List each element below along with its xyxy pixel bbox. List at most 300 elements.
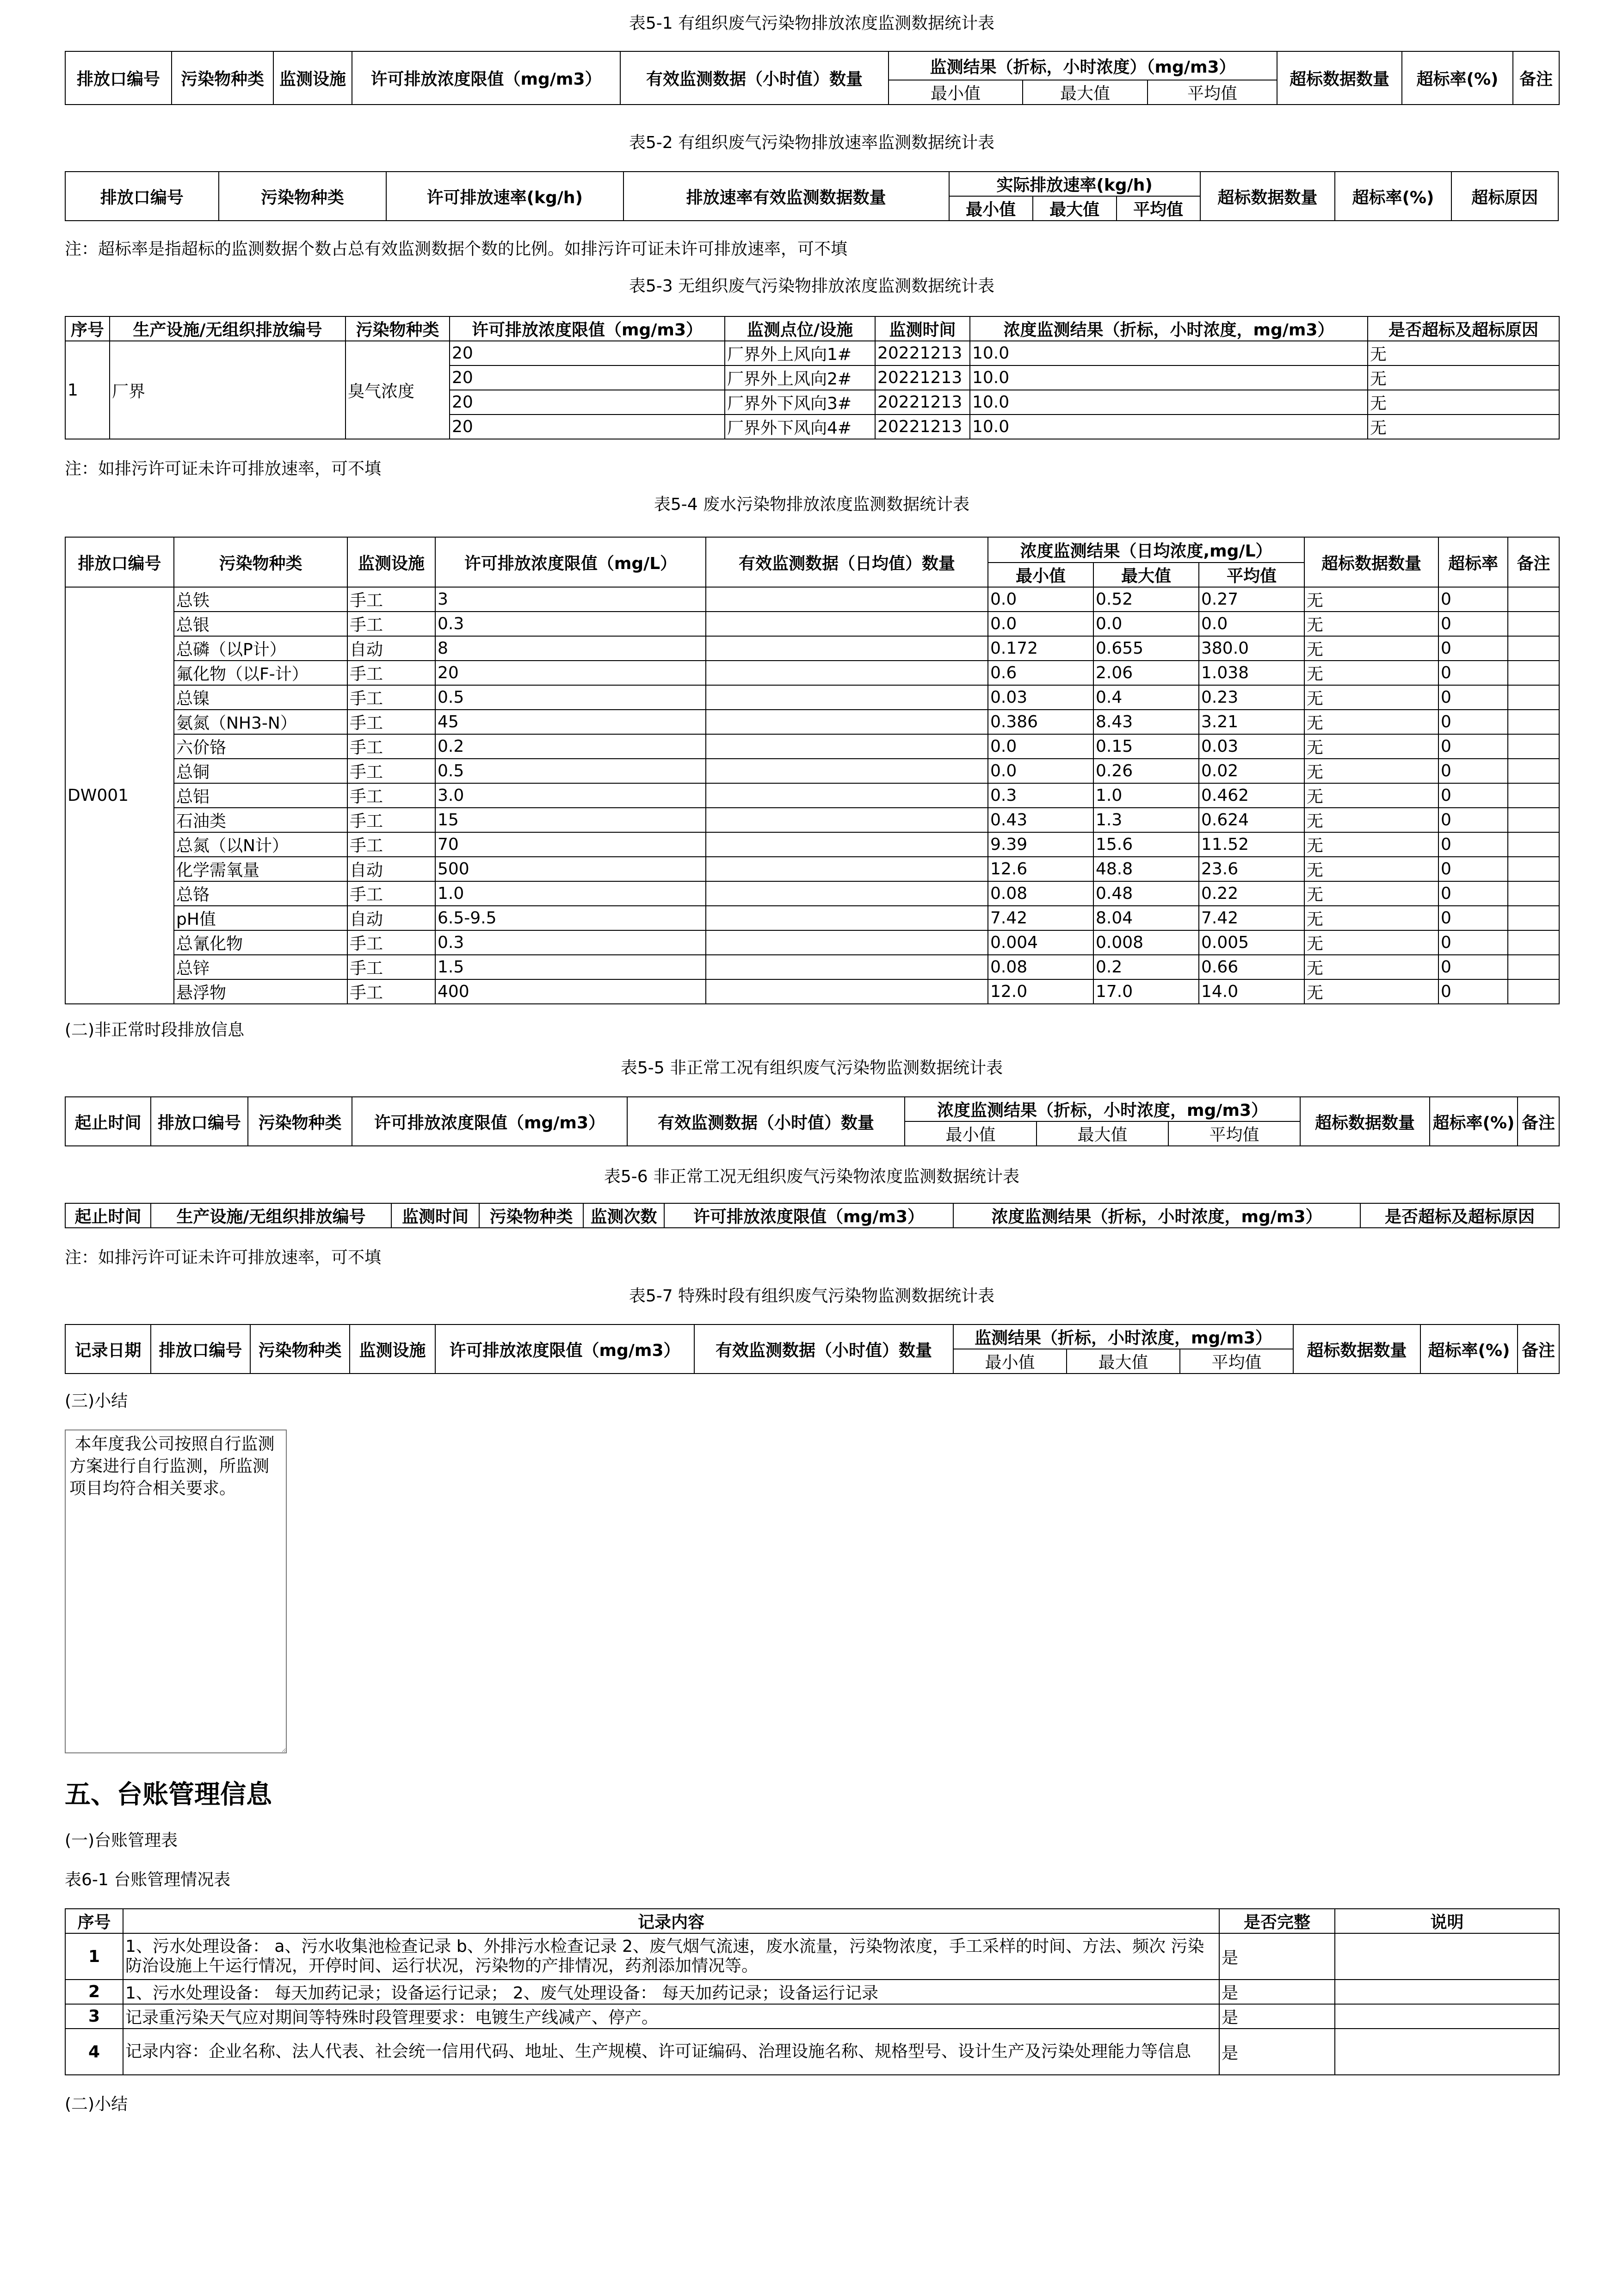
- remark-cell: [1335, 1933, 1559, 1980]
- exceed-rate-cell: 0: [1438, 636, 1508, 661]
- col-header: 许可排放浓度限值（mg/m3）: [450, 316, 725, 341]
- table-row: [65, 857, 1559, 881]
- table-5-2: [65, 171, 1559, 221]
- exceed-rate-cell: 0: [1438, 710, 1508, 734]
- col-header: 超标数据数量: [1300, 1097, 1430, 1146]
- method-cell: 手工: [347, 881, 435, 906]
- exceed-rate-cell: 0: [1438, 783, 1508, 808]
- exceed-rate-cell: 0: [1438, 955, 1508, 979]
- method-cell: 手工: [347, 808, 435, 832]
- pollutant-cell: 六价铬: [174, 734, 347, 759]
- min-cell: 0.43: [988, 808, 1093, 832]
- method-cell: 手工: [347, 734, 435, 759]
- result-cell: 10.0: [970, 390, 1368, 415]
- min-cell: 0.172: [988, 636, 1093, 661]
- col-header: 许可排放浓度限值（mg/m3）: [352, 51, 620, 105]
- table-row: [65, 2029, 1559, 2075]
- table-5-2-note: 注：超标率是指超标的监测数据个数占总有效监测数据个数的比例。如排污许可证未许可排放速率，可不填: [65, 240, 848, 259]
- table-row: [65, 734, 1559, 759]
- col-header: 备注: [1513, 51, 1559, 105]
- exceed-rate-cell: 0: [1438, 734, 1508, 759]
- limit-cell: 0.2: [435, 734, 706, 759]
- col-header: 许可排放浓度限值（mg/L）: [435, 537, 706, 587]
- col-header: 备注: [1518, 1324, 1559, 1374]
- col-header: 超标数据数量: [1277, 51, 1402, 105]
- complete-cell: 是: [1219, 1980, 1335, 2004]
- sub-header: 最小值: [953, 1349, 1067, 1374]
- min-cell: 9.39: [988, 832, 1093, 857]
- remark-cell: [1508, 979, 1559, 1004]
- count-cell: [706, 759, 988, 783]
- table-5-6-note: 注：如排污许可证未许可排放速率，可不填: [65, 1248, 382, 1267]
- sub-header: 最大值: [1033, 196, 1117, 221]
- exceed-count-cell: 无: [1304, 685, 1438, 710]
- point-cell: 厂界外下风向4#: [725, 415, 875, 439]
- sub-header: 最大值: [1067, 1349, 1180, 1374]
- remark-cell: [1508, 587, 1559, 612]
- method-cell: 自动: [347, 906, 435, 930]
- exceed-rate-cell: 0: [1438, 906, 1508, 930]
- col-header: 浓度监测结果（日均浓度,mg/L）: [988, 537, 1304, 563]
- max-cell: 1.3: [1093, 808, 1199, 832]
- col-header: 监测时间: [875, 316, 970, 341]
- col-header: 排放口编号: [65, 537, 174, 587]
- min-cell: 0.6: [988, 661, 1093, 685]
- remark-cell: [1335, 2004, 1559, 2029]
- point-cell: 厂界外上风向2#: [725, 365, 875, 390]
- exceed-count-cell: 无: [1304, 783, 1438, 808]
- col-header: 浓度监测结果（折标，小时浓度，mg/m3）: [905, 1097, 1300, 1121]
- exceed-count-cell: 无: [1304, 808, 1438, 832]
- table-5-4-caption: 表5-4 废水污染物排放浓度监测数据统计表: [654, 495, 970, 514]
- exceed-cell: 无: [1368, 341, 1559, 365]
- exceed-rate-cell: 0: [1438, 808, 1508, 832]
- method-cell: 自动: [347, 857, 435, 881]
- table-5-3-caption: 表5-3 无组织废气污染物排放浓度监测数据统计表: [629, 277, 995, 296]
- limit-cell: 8: [435, 636, 706, 661]
- min-cell: 0.0: [988, 734, 1093, 759]
- avg-cell: 0.005: [1199, 930, 1304, 955]
- facility-cell: 厂界: [110, 341, 346, 439]
- min-cell: 12.6: [988, 857, 1093, 881]
- table-row: [65, 636, 1559, 661]
- col-header: 污染物种类: [248, 1097, 352, 1146]
- method-cell: 自动: [347, 636, 435, 661]
- method-cell: 手工: [347, 955, 435, 979]
- col-header: 有效监测数据（小时值）数量: [620, 51, 889, 105]
- sub-header: 最小值: [905, 1121, 1037, 1146]
- limit-cell: 20: [450, 341, 725, 365]
- remark-cell: [1508, 710, 1559, 734]
- col-header: 起止时间: [65, 1097, 151, 1146]
- pollutant-cell: 总银: [174, 612, 347, 636]
- min-cell: 12.0: [988, 979, 1093, 1004]
- table-row: [65, 881, 1559, 906]
- col-header: 超标原因: [1451, 172, 1558, 221]
- table-row: [65, 685, 1559, 710]
- content-cell: 记录内容：企业名称、法人代表、社会统一信用代码、地址、生产规模、许可证编码、治理设施名称、规格型号、设计生产及污染处理能力等信息: [123, 2029, 1219, 2075]
- col-header: 排放口编号: [151, 1097, 248, 1146]
- pollutant-cell: 臭气浓度: [346, 341, 450, 439]
- table-5-5: [65, 1096, 1560, 1146]
- exceed-count-cell: 无: [1304, 930, 1438, 955]
- count-cell: [706, 661, 988, 685]
- seq-cell: 3: [65, 2004, 123, 2029]
- exceed-cell: 无: [1368, 365, 1559, 390]
- count-cell: [706, 955, 988, 979]
- limit-cell: 3: [435, 587, 706, 612]
- exceed-count-cell: 无: [1304, 636, 1438, 661]
- col-header: 许可排放速率(kg/h): [386, 172, 623, 221]
- min-cell: 0.0: [988, 587, 1093, 612]
- sub-header: 平均值: [1148, 80, 1277, 105]
- method-cell: 手工: [347, 587, 435, 612]
- table-row: [65, 587, 1559, 612]
- complete-cell: 是: [1219, 1933, 1335, 1980]
- remark-cell: [1335, 2029, 1559, 2075]
- exceed-rate-cell: 0: [1438, 759, 1508, 783]
- count-cell: [706, 906, 988, 930]
- method-cell: 手工: [347, 979, 435, 1004]
- table-row: [65, 783, 1559, 808]
- avg-cell: 0.02: [1199, 759, 1304, 783]
- table-row: [65, 1980, 1559, 2004]
- remark-cell: [1508, 930, 1559, 955]
- col-header: 超标数据数量: [1293, 1324, 1420, 1374]
- pollutant-cell: 总锌: [174, 955, 347, 979]
- table-row: [65, 759, 1559, 783]
- time-cell: 20221213: [875, 341, 970, 365]
- count-cell: [706, 587, 988, 612]
- exceed-cell: 无: [1368, 415, 1559, 439]
- min-cell: 0.386: [988, 710, 1093, 734]
- exceed-count-cell: 无: [1304, 587, 1438, 612]
- col-header: 监测设施: [273, 51, 352, 105]
- col-header: 备注: [1518, 1097, 1559, 1146]
- exceed-count-cell: 无: [1304, 955, 1438, 979]
- remark-cell: [1508, 612, 1559, 636]
- table-6-1: [65, 1908, 1560, 2075]
- col-header: 是否完整: [1219, 1909, 1335, 1933]
- max-cell: 48.8: [1093, 857, 1199, 881]
- limit-cell: 6.5-9.5: [435, 906, 706, 930]
- col-header: 超标率: [1438, 537, 1508, 587]
- col-header: 排放速率有效监测数据数量: [623, 172, 949, 221]
- result-cell: 10.0: [970, 365, 1368, 390]
- max-cell: 8.04: [1093, 906, 1199, 930]
- table-5-6-caption: 表5-6 非正常工况无组织废气污染物浓度监测数据统计表: [604, 1167, 1020, 1186]
- pollutant-cell: 总铝: [174, 783, 347, 808]
- col-header: 超标率(%): [1335, 172, 1451, 221]
- avg-cell: 7.42: [1199, 906, 1304, 930]
- pollutant-cell: 氨氮（NH3-N）: [174, 710, 347, 734]
- table-row: [65, 808, 1559, 832]
- exceed-count-cell: 无: [1304, 612, 1438, 636]
- outlet-cell: DW001: [65, 587, 174, 1004]
- pollutant-cell: 总氮（以N计）: [174, 832, 347, 857]
- count-cell: [706, 881, 988, 906]
- limit-cell: 0.5: [435, 759, 706, 783]
- exceed-rate-cell: 0: [1438, 685, 1508, 710]
- exceed-count-cell: 无: [1304, 881, 1438, 906]
- col-header: 污染物种类: [174, 537, 347, 587]
- pollutant-cell: 总铬: [174, 881, 347, 906]
- ledger-table-subtitle: (一)台账管理表: [65, 1831, 178, 1850]
- col-header: 许可排放浓度限值（mg/m3）: [435, 1324, 694, 1374]
- max-cell: 0.52: [1093, 587, 1199, 612]
- limit-cell: 400: [435, 979, 706, 1004]
- col-header: 说明: [1335, 1909, 1559, 1933]
- avg-cell: 0.0: [1199, 612, 1304, 636]
- table-row: [65, 906, 1559, 930]
- avg-cell: 0.22: [1199, 881, 1304, 906]
- content-cell: 记录重污染天气应对期间等特殊时段管理要求：电镀生产线减产、停产。: [123, 2004, 1219, 2029]
- avg-cell: 1.038: [1199, 661, 1304, 685]
- table-row: [65, 955, 1559, 979]
- table-5-5-caption: 表5-5 非正常工况有组织废气污染物监测数据统计表: [620, 1058, 1003, 1077]
- max-cell: 1.0: [1093, 783, 1199, 808]
- max-cell: 0.48: [1093, 881, 1199, 906]
- exceed-count-cell: 无: [1304, 661, 1438, 685]
- avg-cell: 0.462: [1199, 783, 1304, 808]
- col-header: 超标数据数量: [1200, 172, 1335, 221]
- exceed-count-cell: 无: [1304, 857, 1438, 881]
- chapter-5-heading: 五、台账管理信息: [65, 1780, 272, 1810]
- exceed-count-cell: 无: [1304, 734, 1438, 759]
- time-cell: 20221213: [875, 365, 970, 390]
- limit-cell: 15: [435, 808, 706, 832]
- table-5-3: [65, 316, 1560, 439]
- sub-header: 平均值: [1117, 196, 1200, 221]
- max-cell: 0.008: [1093, 930, 1199, 955]
- method-cell: 手工: [347, 930, 435, 955]
- remark-cell: [1508, 955, 1559, 979]
- table-row: [65, 930, 1559, 955]
- exceed-rate-cell: 0: [1438, 857, 1508, 881]
- col-header: 污染物种类: [250, 1324, 350, 1374]
- count-cell: [706, 783, 988, 808]
- exceed-count-cell: 无: [1304, 979, 1438, 1004]
- remark-cell: [1508, 636, 1559, 661]
- col-header: 序号: [65, 316, 110, 341]
- remark-cell: [1508, 661, 1559, 685]
- count-cell: [706, 857, 988, 881]
- limit-cell: 1.5: [435, 955, 706, 979]
- pollutant-cell: 化学需氧量: [174, 857, 347, 881]
- exceed-rate-cell: 0: [1438, 612, 1508, 636]
- max-cell: 0.2: [1093, 955, 1199, 979]
- table-row: [65, 661, 1559, 685]
- min-cell: 0.3: [988, 783, 1093, 808]
- exceed-rate-cell: 0: [1438, 832, 1508, 857]
- col-header: 污染物种类: [346, 316, 450, 341]
- limit-cell: 500: [435, 857, 706, 881]
- max-cell: 0.15: [1093, 734, 1199, 759]
- count-cell: [706, 832, 988, 857]
- col-header: 备注: [1508, 537, 1559, 587]
- pollutant-cell: pH值: [174, 906, 347, 930]
- section-abnormal-title: (二)非正常时段排放信息: [65, 1021, 245, 1040]
- sub-header: 最小值: [988, 563, 1093, 587]
- col-header: 污染物种类: [219, 172, 386, 221]
- min-cell: 0.0: [988, 759, 1093, 783]
- col-header: 有效监测数据（小时值）数量: [694, 1324, 953, 1374]
- pollutant-cell: 悬浮物: [174, 979, 347, 1004]
- col-header: 监测次数: [583, 1203, 664, 1228]
- sub-header: 平均值: [1180, 1349, 1293, 1374]
- col-header: 排放口编号: [151, 1324, 250, 1374]
- limit-cell: 20: [450, 415, 725, 439]
- remark-cell: [1508, 783, 1559, 808]
- method-cell: 手工: [347, 783, 435, 808]
- avg-cell: 23.6: [1199, 857, 1304, 881]
- limit-cell: 70: [435, 832, 706, 857]
- remark-cell: [1508, 906, 1559, 930]
- col-header: 监测时间: [391, 1203, 479, 1228]
- complete-cell: 是: [1219, 2029, 1335, 2075]
- table-5-7: [65, 1324, 1560, 1374]
- exceed-rate-cell: 0: [1438, 979, 1508, 1004]
- seq-cell: 2: [65, 1980, 123, 2004]
- avg-cell: 0.624: [1199, 808, 1304, 832]
- point-cell: 厂界外下风向3#: [725, 390, 875, 415]
- pollutant-cell: 石油类: [174, 808, 347, 832]
- table-row: [65, 341, 1559, 365]
- pollutant-cell: 总磷（以P计）: [174, 636, 347, 661]
- exceed-rate-cell: 0: [1438, 930, 1508, 955]
- limit-cell: 3.0: [435, 783, 706, 808]
- content-cell: 1、污水处理设备： 每天加药记录；设备运行记录； 2、废气处理设备： 每天加药记录；设备运行记录: [123, 1980, 1219, 2004]
- max-cell: 8.43: [1093, 710, 1199, 734]
- col-header: 监测结果（折标，小时浓度，mg/m3）: [953, 1324, 1293, 1349]
- avg-cell: 0.23: [1199, 685, 1304, 710]
- col-header: 有效监测数据（日均值）数量: [706, 537, 988, 587]
- max-cell: 17.0: [1093, 979, 1199, 1004]
- table-row: [65, 2004, 1559, 2029]
- method-cell: 手工: [347, 710, 435, 734]
- min-cell: 0.08: [988, 955, 1093, 979]
- min-cell: 7.42: [988, 906, 1093, 930]
- remark-cell: [1508, 734, 1559, 759]
- remark-cell: [1508, 759, 1559, 783]
- time-cell: 20221213: [875, 415, 970, 439]
- limit-cell: 0.3: [435, 612, 706, 636]
- count-cell: [706, 930, 988, 955]
- seq-cell: 1: [65, 1933, 123, 1980]
- remark-cell: [1508, 857, 1559, 881]
- table-row: [65, 979, 1559, 1004]
- col-header: 实际排放速率(kg/h): [949, 172, 1200, 196]
- section-summary-title: (三)小结: [65, 1392, 128, 1411]
- sub-header: 最大值: [1023, 80, 1148, 105]
- remark-cell: [1508, 881, 1559, 906]
- table-row: [65, 710, 1559, 734]
- method-cell: 手工: [347, 685, 435, 710]
- col-header: 许可排放浓度限值（mg/m3）: [352, 1097, 627, 1146]
- avg-cell: 3.21: [1199, 710, 1304, 734]
- exceed-rate-cell: 0: [1438, 881, 1508, 906]
- table-row: [65, 832, 1559, 857]
- exceed-count-cell: 无: [1304, 759, 1438, 783]
- col-header: 监测设施: [347, 537, 435, 587]
- sub-header: 平均值: [1199, 563, 1304, 587]
- method-cell: 手工: [347, 612, 435, 636]
- table-5-3-note: 注：如排污许可证未许可排放速率，可不填: [65, 459, 382, 478]
- col-header: 有效监测数据（小时值）数量: [627, 1097, 905, 1146]
- count-cell: [706, 808, 988, 832]
- limit-cell: 20: [435, 661, 706, 685]
- table-6-1-caption: 表6-1 台账管理情况表: [65, 1870, 231, 1889]
- col-header: 浓度监测结果（折标，小时浓度，mg/m3）: [953, 1203, 1360, 1228]
- result-cell: 10.0: [970, 415, 1368, 439]
- col-header: 排放口编号: [65, 51, 172, 105]
- table-5-7-caption: 表5-7 特殊时段有组织废气污染物监测数据统计表: [629, 1287, 995, 1306]
- col-header: 序号: [65, 1909, 123, 1933]
- limit-cell: 1.0: [435, 881, 706, 906]
- pollutant-cell: 总铁: [174, 587, 347, 612]
- result-cell: 10.0: [970, 341, 1368, 365]
- sub-header: 最小值: [889, 80, 1023, 105]
- table-5-6: [65, 1203, 1560, 1228]
- limit-cell: 20: [450, 390, 725, 415]
- table-row: [65, 612, 1559, 636]
- col-header: 监测结果（折标，小时浓度）（mg/m3）: [889, 51, 1277, 80]
- col-header: 超标率(%): [1402, 51, 1513, 105]
- pollutant-cell: 总铜: [174, 759, 347, 783]
- seq-cell: 4: [65, 2029, 123, 2075]
- max-cell: 0.4: [1093, 685, 1199, 710]
- sub-header: 最小值: [949, 196, 1033, 221]
- ledger-summary-title: (二)小结: [65, 2095, 128, 2114]
- complete-cell: 是: [1219, 2004, 1335, 2029]
- remark-cell: [1335, 1980, 1559, 2004]
- count-cell: [706, 734, 988, 759]
- remark-cell: [1508, 685, 1559, 710]
- exceed-count-cell: 无: [1304, 906, 1438, 930]
- count-cell: [706, 612, 988, 636]
- col-header: 超标率(%): [1430, 1097, 1518, 1146]
- col-header: 监测点位/设施: [725, 316, 875, 341]
- method-cell: 手工: [347, 661, 435, 685]
- col-header: 污染物种类: [172, 51, 273, 105]
- col-header: 超标率(%): [1420, 1324, 1518, 1374]
- table-5-1-caption: 表5-1 有组织废气污染物排放浓度监测数据统计表: [629, 14, 995, 33]
- limit-cell: 45: [435, 710, 706, 734]
- pollutant-cell: 总镍: [174, 685, 347, 710]
- min-cell: 0.004: [988, 930, 1093, 955]
- exceed-rate-cell: 0: [1438, 587, 1508, 612]
- sub-header: 最大值: [1093, 563, 1199, 587]
- col-header: 排放口编号: [65, 172, 219, 221]
- remark-cell: [1508, 832, 1559, 857]
- content-cell: 1、污水处理设备： a、污水收集池检查记录 b、外排污水检查记录 2、废气烟气流速，废水流量，污染物浓度，手工采样的时间、方法、频次 污染防治设施上午运行情况，开停时间、运行状况，污染物的产排情况，药剂添加情况等。: [123, 1933, 1219, 1980]
- count-cell: [706, 685, 988, 710]
- col-header: 监测设施: [350, 1324, 435, 1374]
- limit-cell: 0.3: [435, 930, 706, 955]
- col-header: 许可排放浓度限值（mg/m3）: [664, 1203, 953, 1228]
- col-header: 超标数据数量: [1304, 537, 1438, 587]
- col-header: 是否超标及超标原因: [1360, 1203, 1559, 1228]
- summary-textarea[interactable]: [65, 1430, 287, 1753]
- max-cell: 0.26: [1093, 759, 1199, 783]
- table-5-4: [65, 537, 1560, 1004]
- col-header: 起止时间: [65, 1203, 151, 1228]
- table-5-2-caption: 表5-2 有组织废气污染物排放速率监测数据统计表: [629, 133, 995, 152]
- col-header: 生产设施/无组织排放编号: [151, 1203, 391, 1228]
- max-cell: 0.0: [1093, 612, 1199, 636]
- exceed-count-cell: 无: [1304, 710, 1438, 734]
- sub-header: 最大值: [1037, 1121, 1168, 1146]
